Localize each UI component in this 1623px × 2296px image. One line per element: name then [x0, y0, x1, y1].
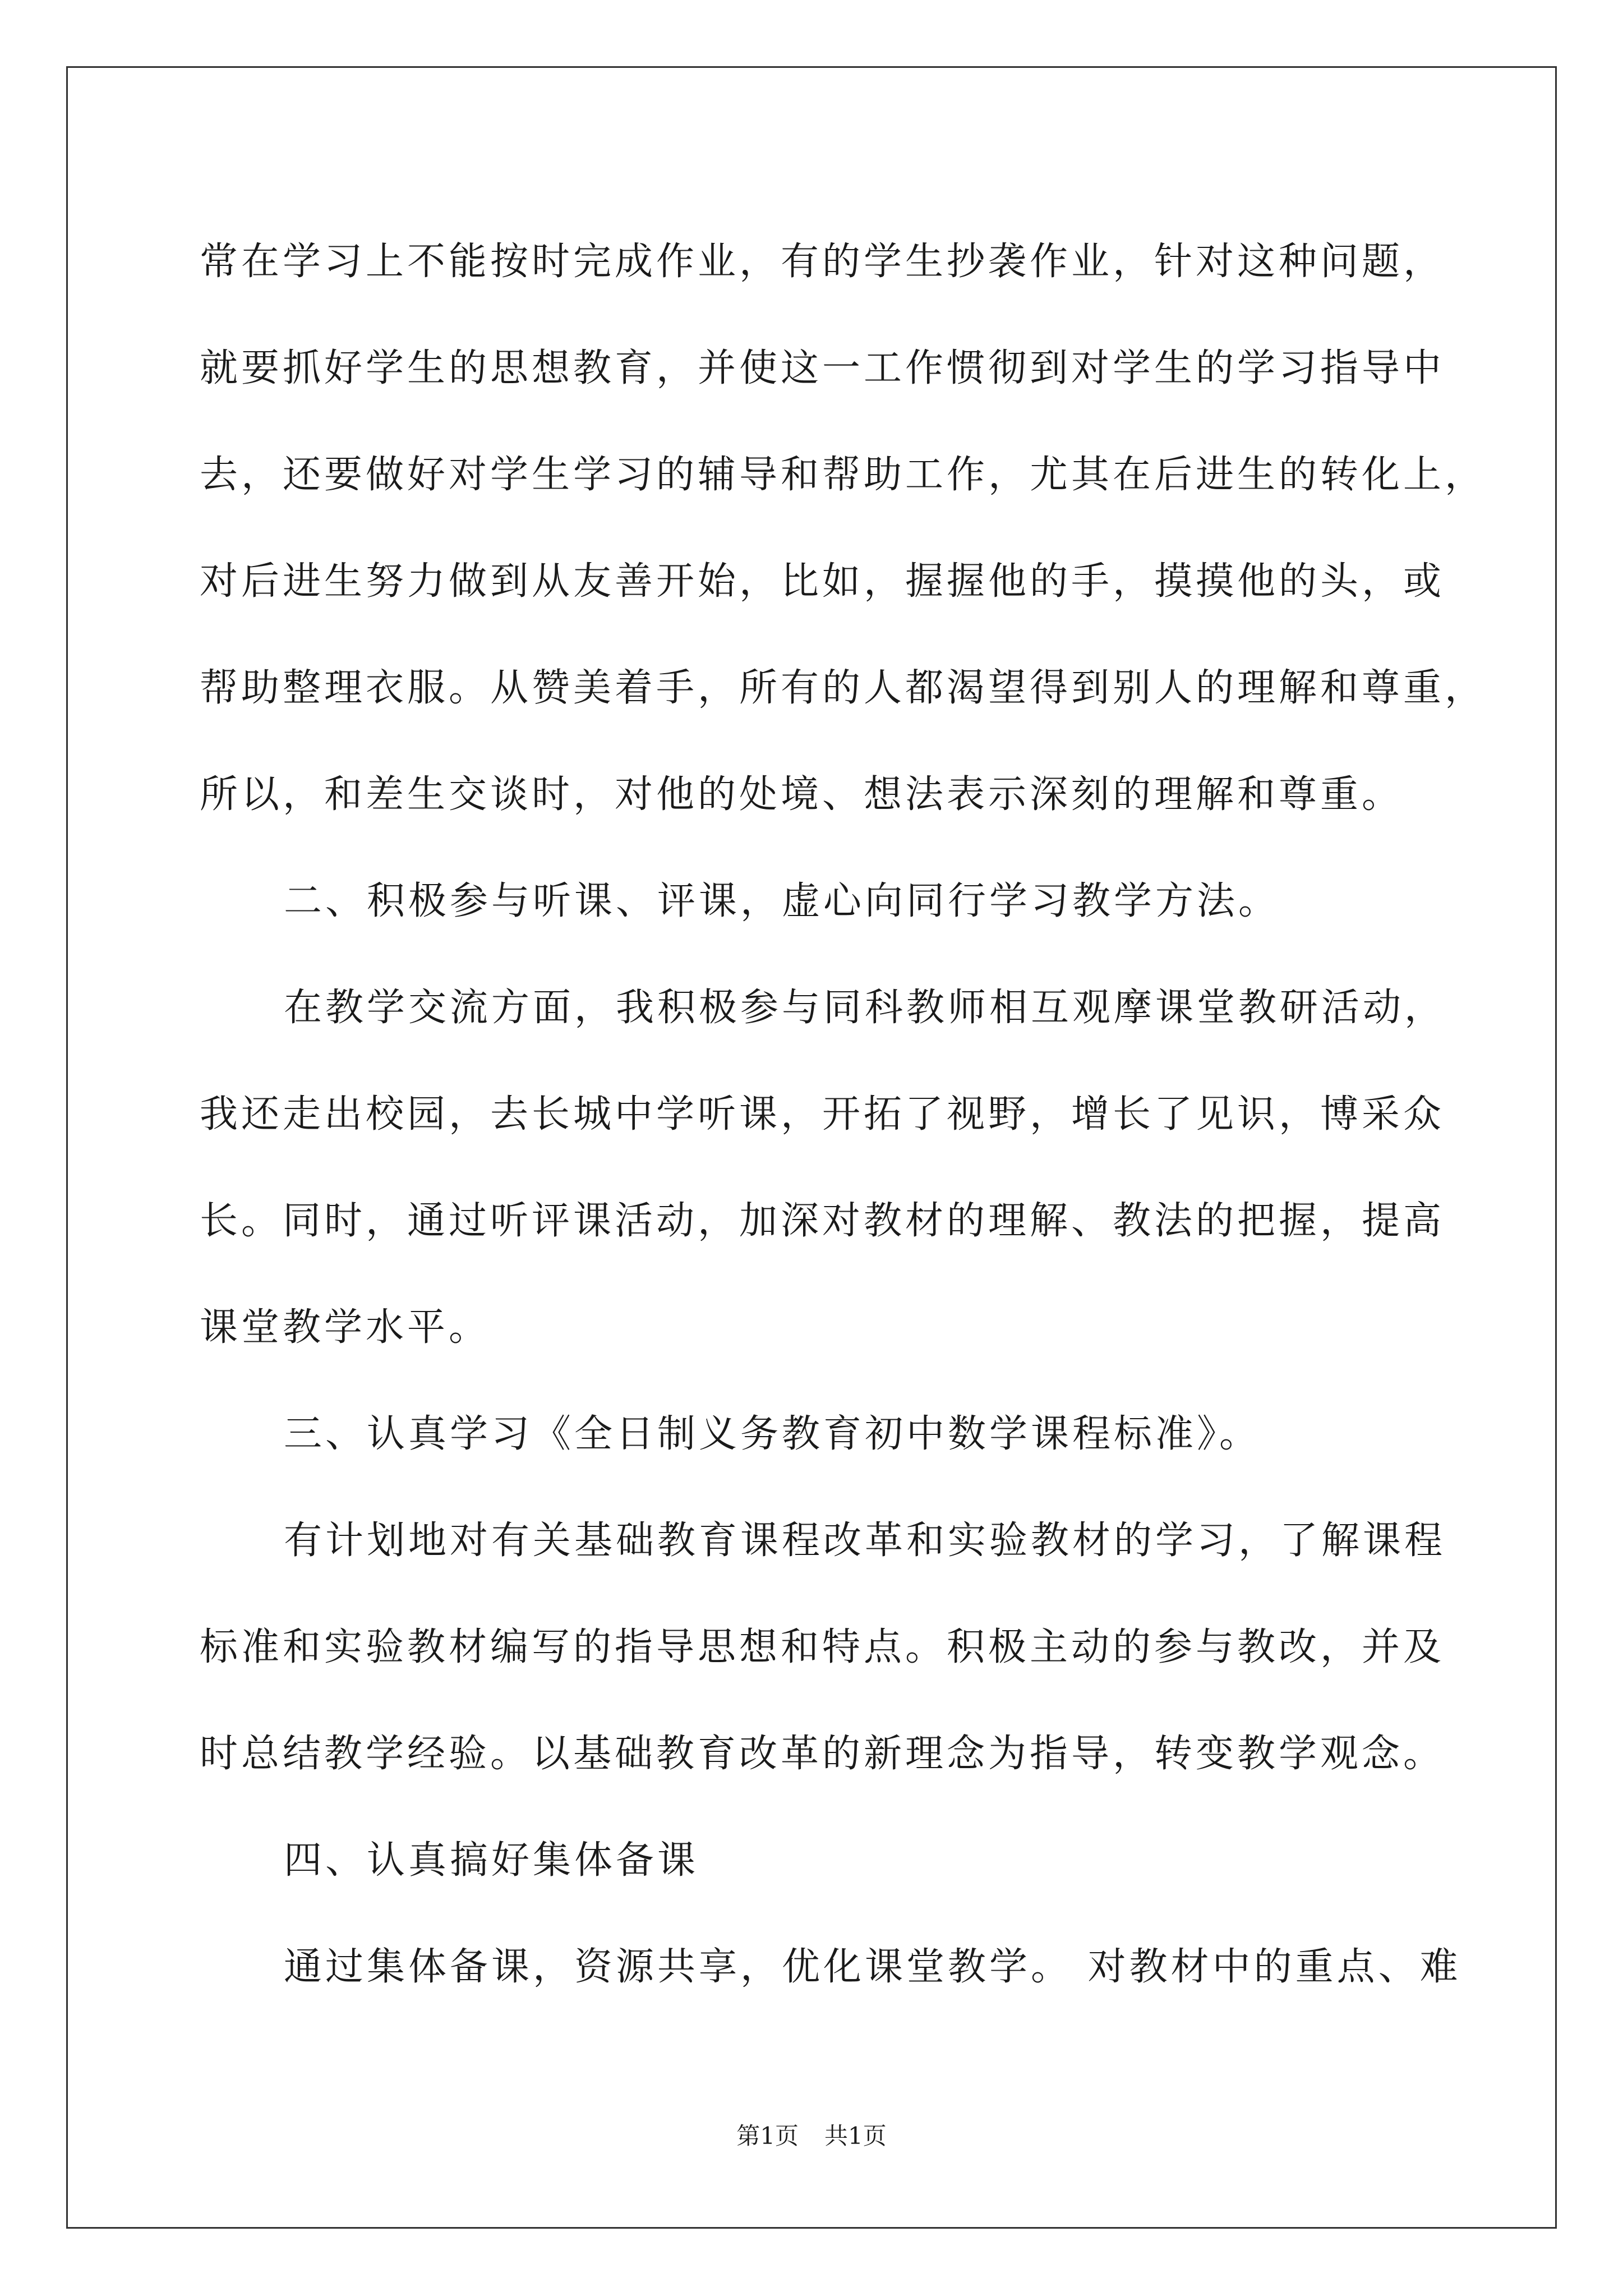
text-line: 所以，和差生交谈时，对他的处境、想法表示深刻的理解和尊重。: [200, 772, 1404, 817]
section-heading-4: 四、认真搞好集体备课: [284, 1838, 699, 1883]
text-line: 通过集体备课，资源共享，优化课堂教学。 对教材中的重点、难: [284, 1945, 1461, 1989]
text-line: 标准和实验教材编写的指导思想和特点。积极主动的参与教改，并及: [200, 1625, 1445, 1669]
text-line: 去，还要做好对学生学习的辅导和帮助工作，尤其在后进生的转化上，: [200, 453, 1487, 497]
page-number-current: 第1页: [736, 2122, 799, 2150]
text-line: 在教学交流方面，我积极参与同科教师相互观摩课堂教研活动，: [284, 986, 1446, 1030]
text-line: 就要抓好学生的思想教育，并使这一工作惯彻到对学生的学习指导中: [200, 346, 1445, 390]
text-line: 我还走出校园，去长城中学听课，开拓了视野，增长了见识，博采众: [200, 1092, 1445, 1137]
text-line: 帮助整理衣服。从赞美着手，所有的人都渴望得到别人的理解和尊重，: [200, 666, 1487, 710]
text-line: 对后进生努力做到从友善开始，比如，握握他的手，摸摸他的头，或: [200, 559, 1445, 604]
page-footer: [0, 2118, 1623, 2151]
text-line: 有计划地对有关基础教育课程改革和实验教材的学习，了解课程: [284, 1519, 1446, 1563]
section-heading-2: 二、积极参与听课、评课，虚心向同行学习教学方法。: [284, 879, 1280, 923]
text-line: 课堂教学水平。: [200, 1305, 491, 1350]
page-number-total: 共1页: [824, 2122, 887, 2150]
text-line: 长。同时，通过听评课活动，加深对教材的理解、教法的把握，提高: [200, 1199, 1445, 1243]
document-body: [200, 209, 1487, 2021]
text-line: 时总结教学经验。以基础教育改革的新理念为指导，转变教学观念。: [200, 1732, 1445, 1776]
section-heading-3: 三、认真学习《全日制义务教育初中数学课程标准》。: [284, 1412, 1261, 1456]
text-line: 常在学习上不能按时完成作业，有的学生抄袭作业，针对这种问题，: [200, 240, 1445, 284]
